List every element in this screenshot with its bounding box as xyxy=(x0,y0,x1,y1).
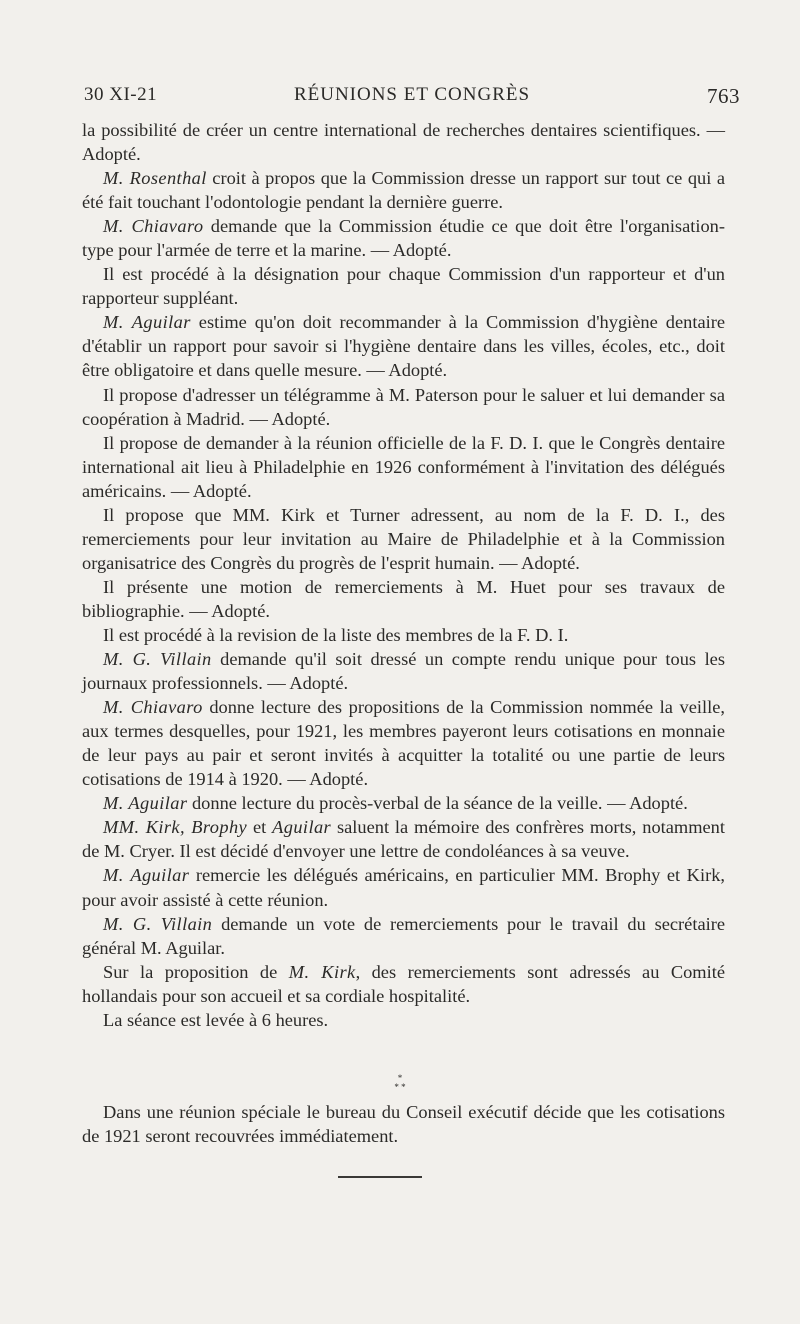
paragraph-text: donne lecture des propositions de la Commission nommée la veille, aux termes desquelles, pour 1921, les membres payeront leurs cotisations en monnaie de leur pays au pair et seront invités à acquitter la totalité ou une partie de leurs cotisations de 1914 à 1920. — Adopté. xyxy=(82,697,725,790)
paragraph xyxy=(82,863,725,911)
paragraph-text: et xyxy=(247,817,273,838)
speaker-name: M. G. Villain xyxy=(103,649,212,670)
asterism-top: * xyxy=(397,1073,403,1083)
speaker-name: M. Chiavaro xyxy=(103,697,203,718)
paragraph xyxy=(82,647,725,695)
paragraph: Il est procédé à la revision de la liste des membres de la F. D. I. xyxy=(103,624,569,645)
speaker-name: M. Aguilar xyxy=(103,865,190,886)
paragraph: Il présente une motion de remerciements à M. Huet pour ses travaux de bibliographie. — Adopté. xyxy=(82,576,725,621)
end-rule xyxy=(338,1176,422,1178)
paragraph: la possibilité de créer un centre international de recherches dentaires scientifiques. — Adopté. xyxy=(82,120,725,165)
paragraph-text: remercie les délégués américains, en particulier MM. Brophy et Kirk, pour avoir assisté à cette réunion. xyxy=(82,865,725,910)
page-number: 763 xyxy=(707,84,740,108)
header-date: 30 XI-21 xyxy=(84,84,158,105)
speaker-name: M. Aguilar xyxy=(103,793,188,814)
asterism-separator xyxy=(0,1074,800,1100)
paragraph-text: demande que la Commission étudie ce que doit être l'organisation-type pour l'armée de terre et la marine. — Adopté. xyxy=(82,216,725,261)
speaker-name: M. Chiavaro xyxy=(103,216,204,237)
speaker-name: Aguilar xyxy=(272,817,332,838)
speaker-name: M. Aguilar xyxy=(103,312,191,333)
asterism-bottom: * * xyxy=(394,1082,406,1092)
closing-text xyxy=(82,1100,725,1148)
paragraph xyxy=(82,912,725,960)
speaker-name: MM. Kirk, Brophy xyxy=(103,817,248,838)
paragraph-text: demande un vote de remerciements pour le travail du secrétaire général M. Aguilar. xyxy=(82,913,726,958)
body-text xyxy=(82,118,725,1032)
running-header xyxy=(84,84,740,114)
speaker-name: M. Kirk xyxy=(288,961,356,982)
paragraph: Il propose de demander à la réunion officielle de la F. D. I. que le Congrès dentaire international ait lieu à Philadelphie en 1926 conformément à l'invitation des délégués américains. — Adopté. xyxy=(82,432,725,501)
paragraph xyxy=(82,166,725,214)
paragraph: Il est procédé à la désignation pour chaque Commission d'un rapporteur et d'un rapporteur suppléant. xyxy=(82,264,725,309)
paragraph xyxy=(82,815,725,863)
paragraph xyxy=(82,791,725,815)
paragraph-text: saluent la mémoire des confrères morts, notamment de M. Cryer. Il est décidé d'envoyer une lettre de condoléances à sa veuve. xyxy=(82,817,725,862)
paragraph xyxy=(82,214,725,262)
paragraph xyxy=(82,960,725,1008)
paragraph: Dans une réunion spéciale le bureau du Conseil exécutif décide que les cotisations de 1921 seront recouvrées immédiatement. xyxy=(82,1102,725,1147)
paragraph xyxy=(82,310,725,382)
paragraph-text: demande qu'il soit dressé un compte rendu unique pour tous les journaux professionnels. — Adopté. xyxy=(82,649,725,694)
header-title: RÉUNIONS ET CONGRÈS xyxy=(293,84,531,105)
paragraph: Il propose d'adresser un télégramme à M. Paterson pour le saluer et lui demander sa coopération à Madrid. — Adopté. xyxy=(82,384,725,429)
paragraph: Il propose que MM. Kirk et Turner adressent, au nom de la F. D. I., des remerciements pour leur invitation au Maire de Philadelphie et à la Commission organisatrice des Congrès du progrès de l'esprit humain. — Adopté. xyxy=(82,504,725,573)
paragraph-text: estime qu'on doit recommander à la Commission d'hygiène dentaire d'établir un rapport pour savoir si l'hygiène dentaire dans les villes, écoles, etc., doit être obligatoire et dans quelle mesure. — Adopté. xyxy=(82,312,725,381)
paragraph xyxy=(82,695,725,791)
speaker-name: M. G. Villain xyxy=(103,913,213,934)
paragraph-text: Sur la proposition de xyxy=(103,961,289,982)
paragraph-text: croit à propos que la Commission dresse un rapport sur tout ce qui a été fait touchant l'odontologie pendant la dernière guerre. xyxy=(82,168,725,213)
paragraph: La séance est levée à 6 heures. xyxy=(103,1009,329,1030)
speaker-name: M. Rosenthal xyxy=(103,168,207,189)
paragraph-text: , des remerciements sont adressés au Comité hollandais pour son accueil et sa cordiale hospitalité. xyxy=(82,961,725,1006)
paragraph-text: donne lecture du procès-verbal de la séance de la veille. — Adopté. xyxy=(187,793,688,814)
